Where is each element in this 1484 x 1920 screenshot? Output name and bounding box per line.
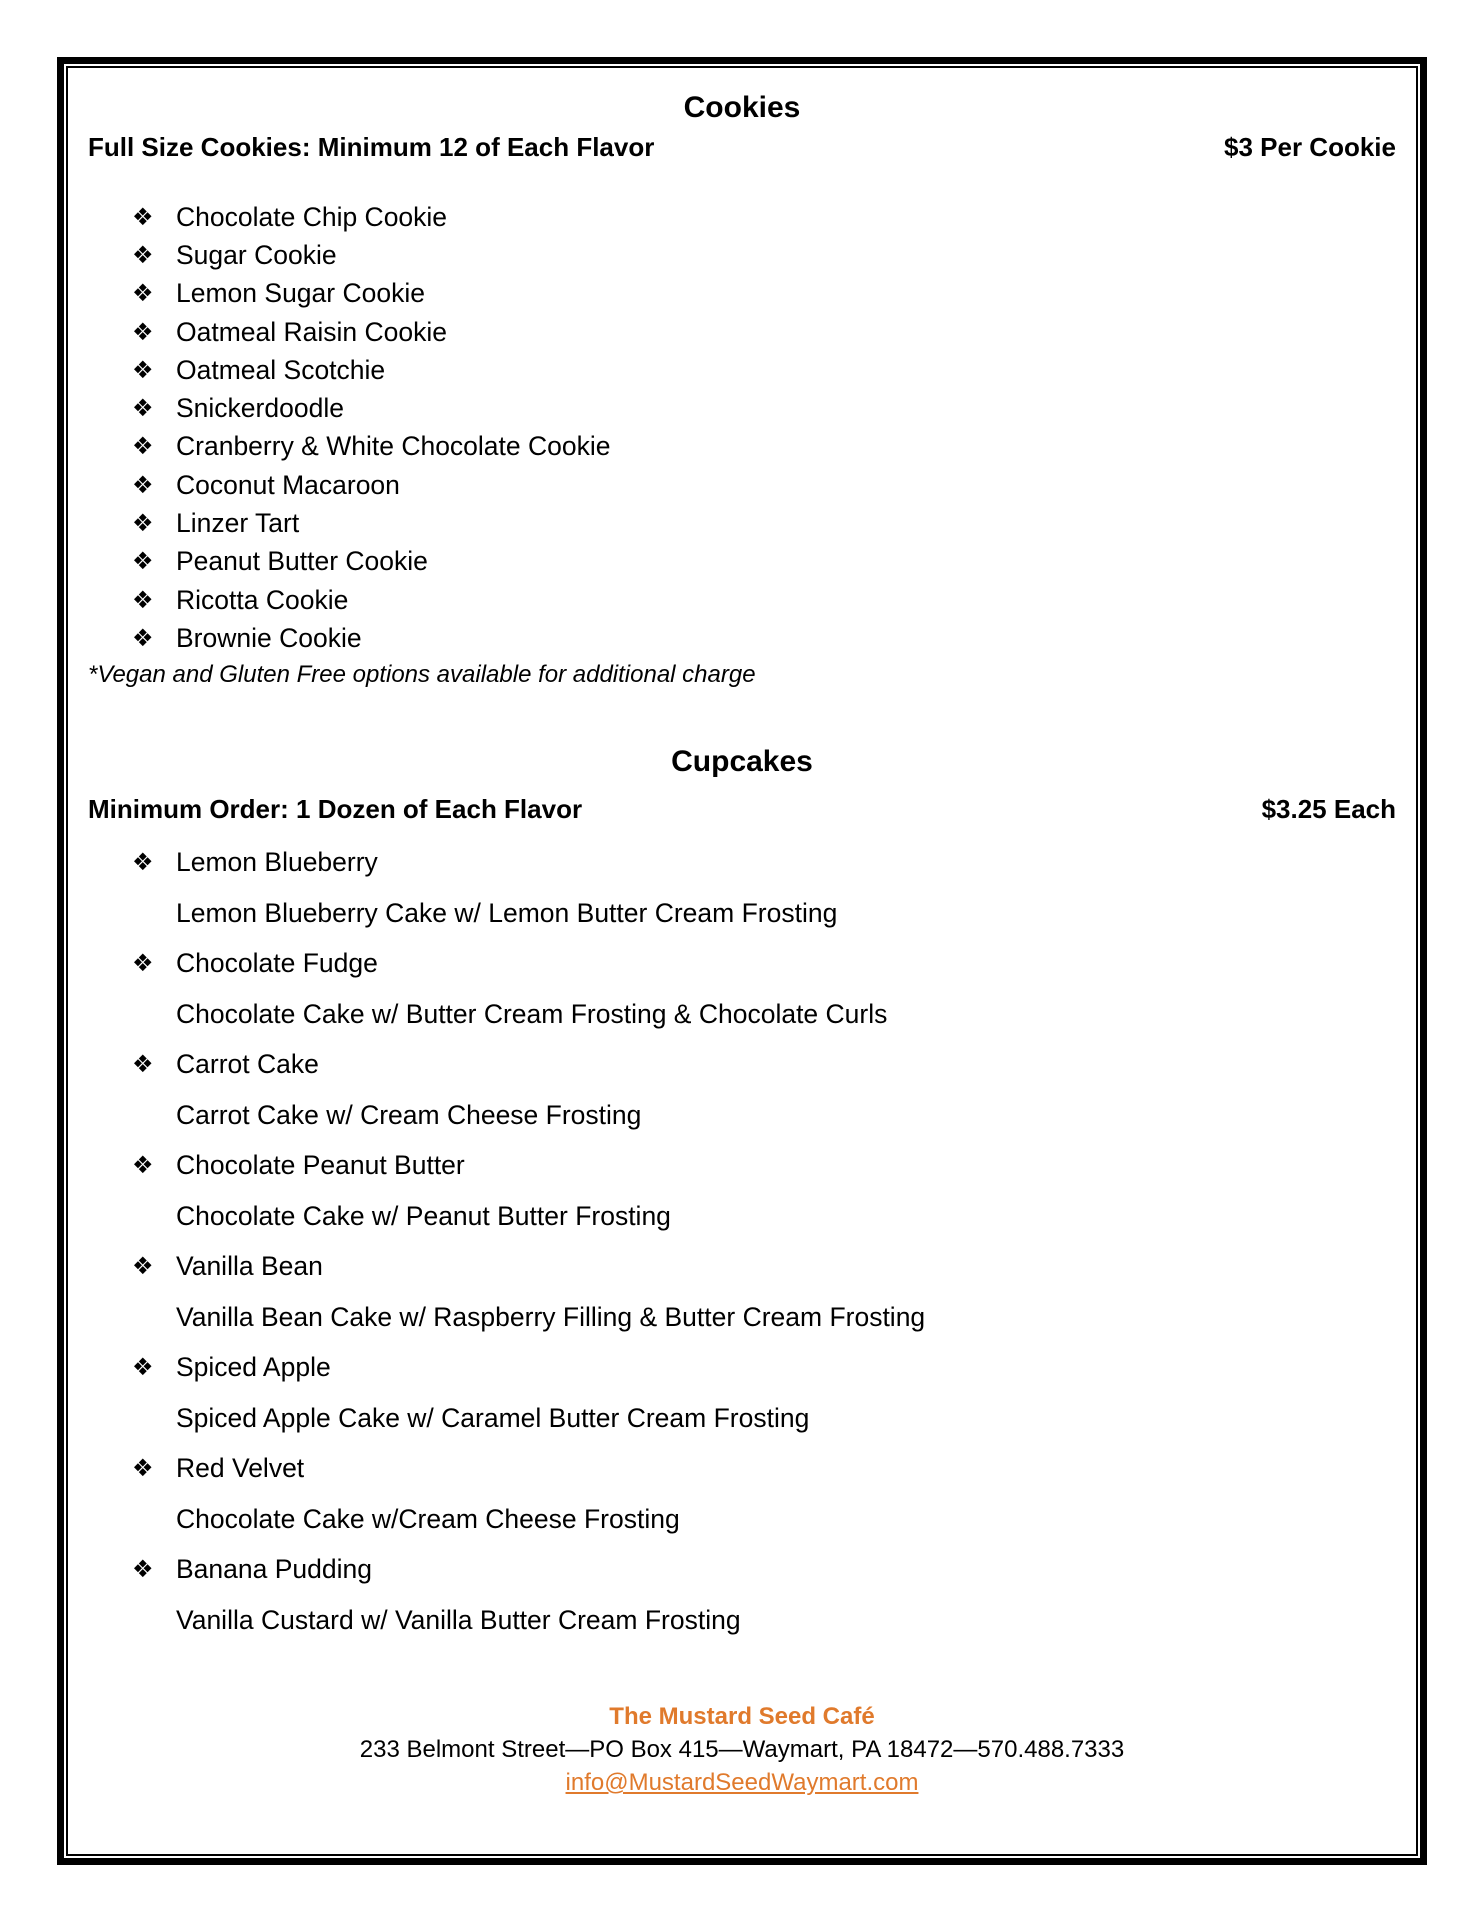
cookie-item [132,504,1396,542]
cookie-name: Snickerdoodle [176,393,344,424]
diamond-bullet-icon: ❖ [132,1051,154,1079]
cupcake-name-row [132,1545,1396,1595]
cupcake-item [132,1242,1396,1343]
cookies-minimum: Full Size Cookies: Minimum 12 of Each Flavor [88,132,655,162]
cupcake-description: Vanilla Custard w/ Vanilla Butter Cream Frosting [176,1604,741,1635]
cupcake-description: Vanilla Bean Cake w/ Raspberry Filling & Butter Cream Frosting [176,1301,926,1332]
diamond-bullet-icon: ❖ [132,471,154,499]
cupcake-name-row [132,1343,1396,1393]
cupcake-list [132,838,1396,1646]
cupcake-item [132,1444,1396,1545]
cookies-price: $3 Per Cookie [1224,132,1396,162]
cupcake-name-row [132,1141,1396,1191]
cookie-item [132,351,1396,389]
email-link[interactable]: info@MustardSeedWaymart.com [565,1769,919,1796]
diamond-bullet-icon: ❖ [132,356,154,384]
cupcake-description: Carrot Cake w/ Cream Cheese Frosting [176,1099,642,1130]
cookie-item [132,275,1396,313]
cookie-name: Lemon Sugar Cookie [176,278,425,309]
cupcake-name: Spiced Apple [176,1352,331,1383]
cupcake-description: Spiced Apple Cake w/ Caramel Butter Cream Frosting [176,1402,810,1433]
diamond-bullet-icon: ❖ [132,280,154,308]
cupcake-description: Chocolate Cake w/ Peanut Butter Frosting [176,1200,671,1231]
diamond-bullet-icon: ❖ [132,1152,154,1180]
cupcake-name: Red Velvet [176,1453,305,1484]
dietary-note: *Vegan and Gluten Free options available for additional charge [88,660,756,688]
cookie-item [132,389,1396,427]
diamond-bullet-icon: ❖ [132,510,154,538]
cookie-item [132,198,1396,236]
cookie-name: Brownie Cookie [176,622,362,653]
diamond-bullet-icon: ❖ [132,433,154,461]
cupcake-item [132,1040,1396,1141]
cupcakes-subhead [88,792,1396,826]
cookie-item [132,313,1396,351]
cookie-name: Oatmeal Raisin Cookie [176,316,448,347]
cupcake-item [132,1343,1396,1444]
cookies-subhead [88,130,1396,164]
diamond-bullet-icon: ❖ [132,1354,154,1382]
footer [66,1700,1418,1799]
cupcakes-price: $3.25 Each [1261,793,1396,824]
cafe-name: The Mustard Seed Café [609,1703,875,1730]
cupcake-item [132,838,1396,939]
cupcake-item [132,1141,1396,1242]
cupcake-name-row [132,838,1396,888]
diamond-bullet-icon: ❖ [132,318,154,346]
diamond-bullet-icon: ❖ [132,1556,154,1584]
cupcake-name: Chocolate Fudge [176,948,378,979]
cookie-name: Coconut Macaroon [176,469,400,500]
diamond-bullet-icon: ❖ [132,548,154,576]
cupcake-description: Lemon Blueberry Cake w/ Lemon Butter Cream Frosting [176,897,838,928]
cupcake-name-row [132,1242,1396,1292]
cupcake-name: Banana Pudding [176,1554,372,1585]
cupcake-item [132,1545,1396,1646]
cookies-section [88,86,1396,692]
cupcake-name: Lemon Blueberry [176,847,378,878]
cookie-name: Oatmeal Scotchie [176,354,386,385]
diamond-bullet-icon: ❖ [132,203,154,231]
cafe-address: 233 Belmont Street—PO Box 415—Waymart, PA 18472—570.488.7333 [359,1736,1125,1763]
diamond-bullet-icon: ❖ [132,1253,154,1281]
menu-content [88,86,1396,1646]
cookie-list [132,198,1396,658]
cookie-name: Sugar Cookie [176,239,337,270]
diamond-bullet-icon: ❖ [132,849,154,877]
cookie-name: Peanut Butter Cookie [176,546,428,577]
cupcake-description: Chocolate Cake w/Cream Cheese Frosting [176,1503,680,1534]
cookie-item [132,581,1396,619]
diamond-bullet-icon: ❖ [132,624,154,652]
cookie-name: Chocolate Chip Cookie [176,201,448,232]
cupcake-name: Carrot Cake [176,1049,319,1080]
cupcake-name-row [132,1040,1396,1090]
cupcakes-title: Cupcakes [671,744,813,778]
cupcake-description: Chocolate Cake w/ Butter Cream Frosting & Chocolate Curls [176,998,888,1029]
cookie-name: Ricotta Cookie [176,584,349,615]
cookie-item [132,543,1396,581]
diamond-bullet-icon: ❖ [132,950,154,978]
cupcake-name-row [132,939,1396,989]
diamond-bullet-icon: ❖ [132,395,154,423]
cookie-item [132,428,1396,466]
cookie-item [132,466,1396,504]
cupcake-name-row [132,1444,1396,1494]
diamond-bullet-icon: ❖ [132,241,154,269]
cupcake-item [132,939,1396,1040]
diamond-bullet-icon: ❖ [132,1455,154,1483]
cupcakes-minimum: Minimum Order: 1 Dozen of Each Flavor [88,793,583,824]
cupcake-name: Vanilla Bean [176,1251,323,1282]
cookie-item [132,619,1396,657]
cookie-name: Cranberry & White Chocolate Cookie [176,431,611,462]
cupcakes-section [88,740,1396,1646]
cupcake-name: Chocolate Peanut Butter [176,1150,465,1181]
cookies-title: Cookies [683,91,801,124]
diamond-bullet-icon: ❖ [132,586,154,614]
cookie-item [132,236,1396,274]
cookie-name: Linzer Tart [176,508,300,539]
